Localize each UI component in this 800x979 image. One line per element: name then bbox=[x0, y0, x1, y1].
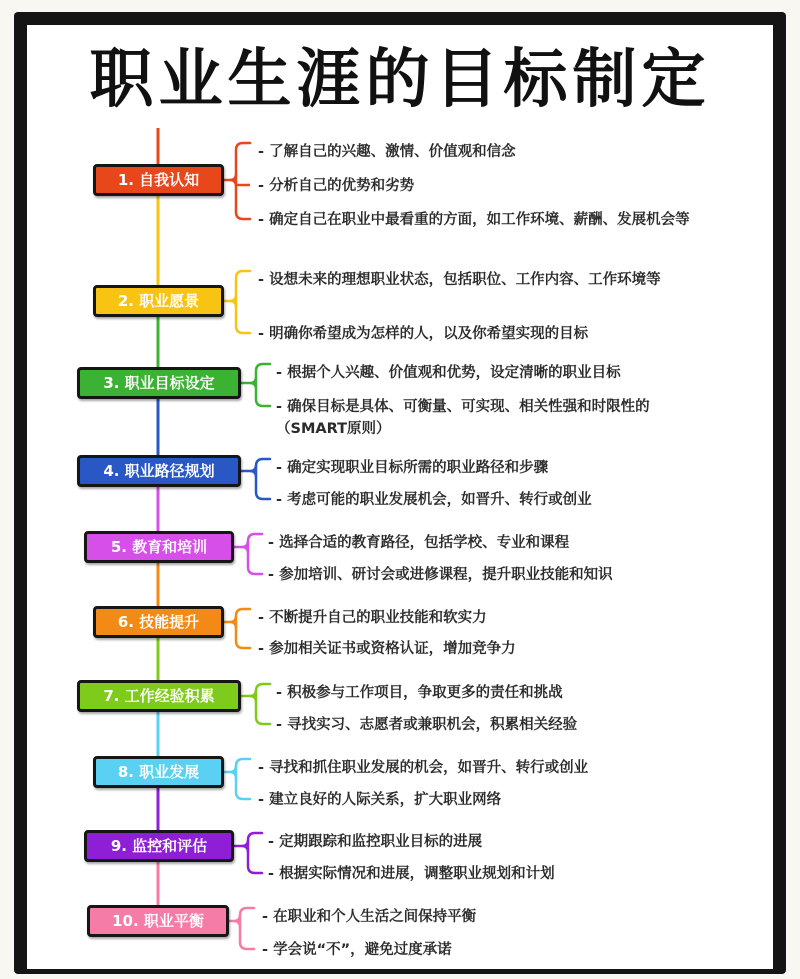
step-node: 7. 工作经验积累 bbox=[77, 680, 241, 712]
step-bullet-item: - 选择合适的教育路径，包括学校、专业和课程 bbox=[268, 535, 570, 551]
step-node: 10. 职业平衡 bbox=[87, 905, 229, 937]
step-node: 6. 技能提升 bbox=[93, 606, 224, 638]
step-bullet-item: - 明确你希望成为怎样的人，以及你希望实现的目标 bbox=[258, 326, 589, 342]
step-node: 8. 职业发展 bbox=[93, 756, 224, 788]
step-bullet-item: - 考虑可能的职业发展机会，如晋升、转行或创业 bbox=[276, 492, 592, 508]
step-node: 9. 监控和评估 bbox=[84, 830, 234, 862]
step-node: 4. 职业路径规划 bbox=[77, 455, 241, 487]
step-node: 5. 教育和培训 bbox=[84, 531, 234, 563]
step-bullet-item: - 寻找和抓住职业发展的机会，如晋升、转行或创业 bbox=[258, 760, 589, 776]
step-bullet-item: - 了解自己的兴趣、激情、价值观和信念 bbox=[258, 144, 516, 160]
step-bullet-item: - 不断提升自己的职业技能和软实力 bbox=[258, 610, 487, 626]
step-bullet-item: - 确保目标是具体、可衡量、可实现、相关性强和时限性的（SMART原则） bbox=[276, 399, 650, 437]
step-bullet-item: - 确定实现职业目标所需的职业路径和步骤 bbox=[276, 460, 549, 476]
step-bullet-item: - 学会说“不”，避免过度承诺 bbox=[262, 942, 452, 958]
step-bullet-item: - 确定自己在职业中最看重的方面，如工作环境、薪酬、发展机会等 bbox=[258, 212, 690, 228]
step-bullet-item: - 参加相关证书或资格认证，增加竞争力 bbox=[258, 641, 516, 657]
step-bullet-item: - 建立良好的人际关系，扩大职业网络 bbox=[258, 792, 502, 808]
step-node: 1. 自我认知 bbox=[93, 164, 224, 196]
step-bullet-item: - 寻找实习、志愿者或兼职机会，积累相关经验 bbox=[276, 717, 578, 733]
page-title: 职业生涯的目标制定 bbox=[89, 43, 711, 117]
step-bullet-item: - 根据个人兴趣、价值观和优势，设定清晰的职业目标 bbox=[276, 365, 621, 381]
step-bullet-item: - 参加培训、研讨会或进修课程，提升职业技能和知识 bbox=[268, 567, 613, 583]
step-bullet-item: - 定期跟踪和监控职业目标的进展 bbox=[268, 834, 483, 850]
step-node: 2. 职业愿景 bbox=[93, 285, 224, 317]
step-bullet-item: - 根据实际情况和进展，调整职业规划和计划 bbox=[268, 866, 555, 882]
step-bullet-item: - 分析自己的优势和劣势 bbox=[258, 178, 415, 194]
step-node: 3. 职业目标设定 bbox=[77, 367, 241, 399]
step-bullet-item: - 积极参与工作项目，争取更多的责任和挑战 bbox=[276, 685, 563, 701]
step-bullet-item: - 在职业和个人生活之间保持平衡 bbox=[262, 909, 477, 925]
step-bullet-item: - 设想未来的理想职业状态，包括职位、工作内容、工作环境等 bbox=[258, 272, 661, 288]
